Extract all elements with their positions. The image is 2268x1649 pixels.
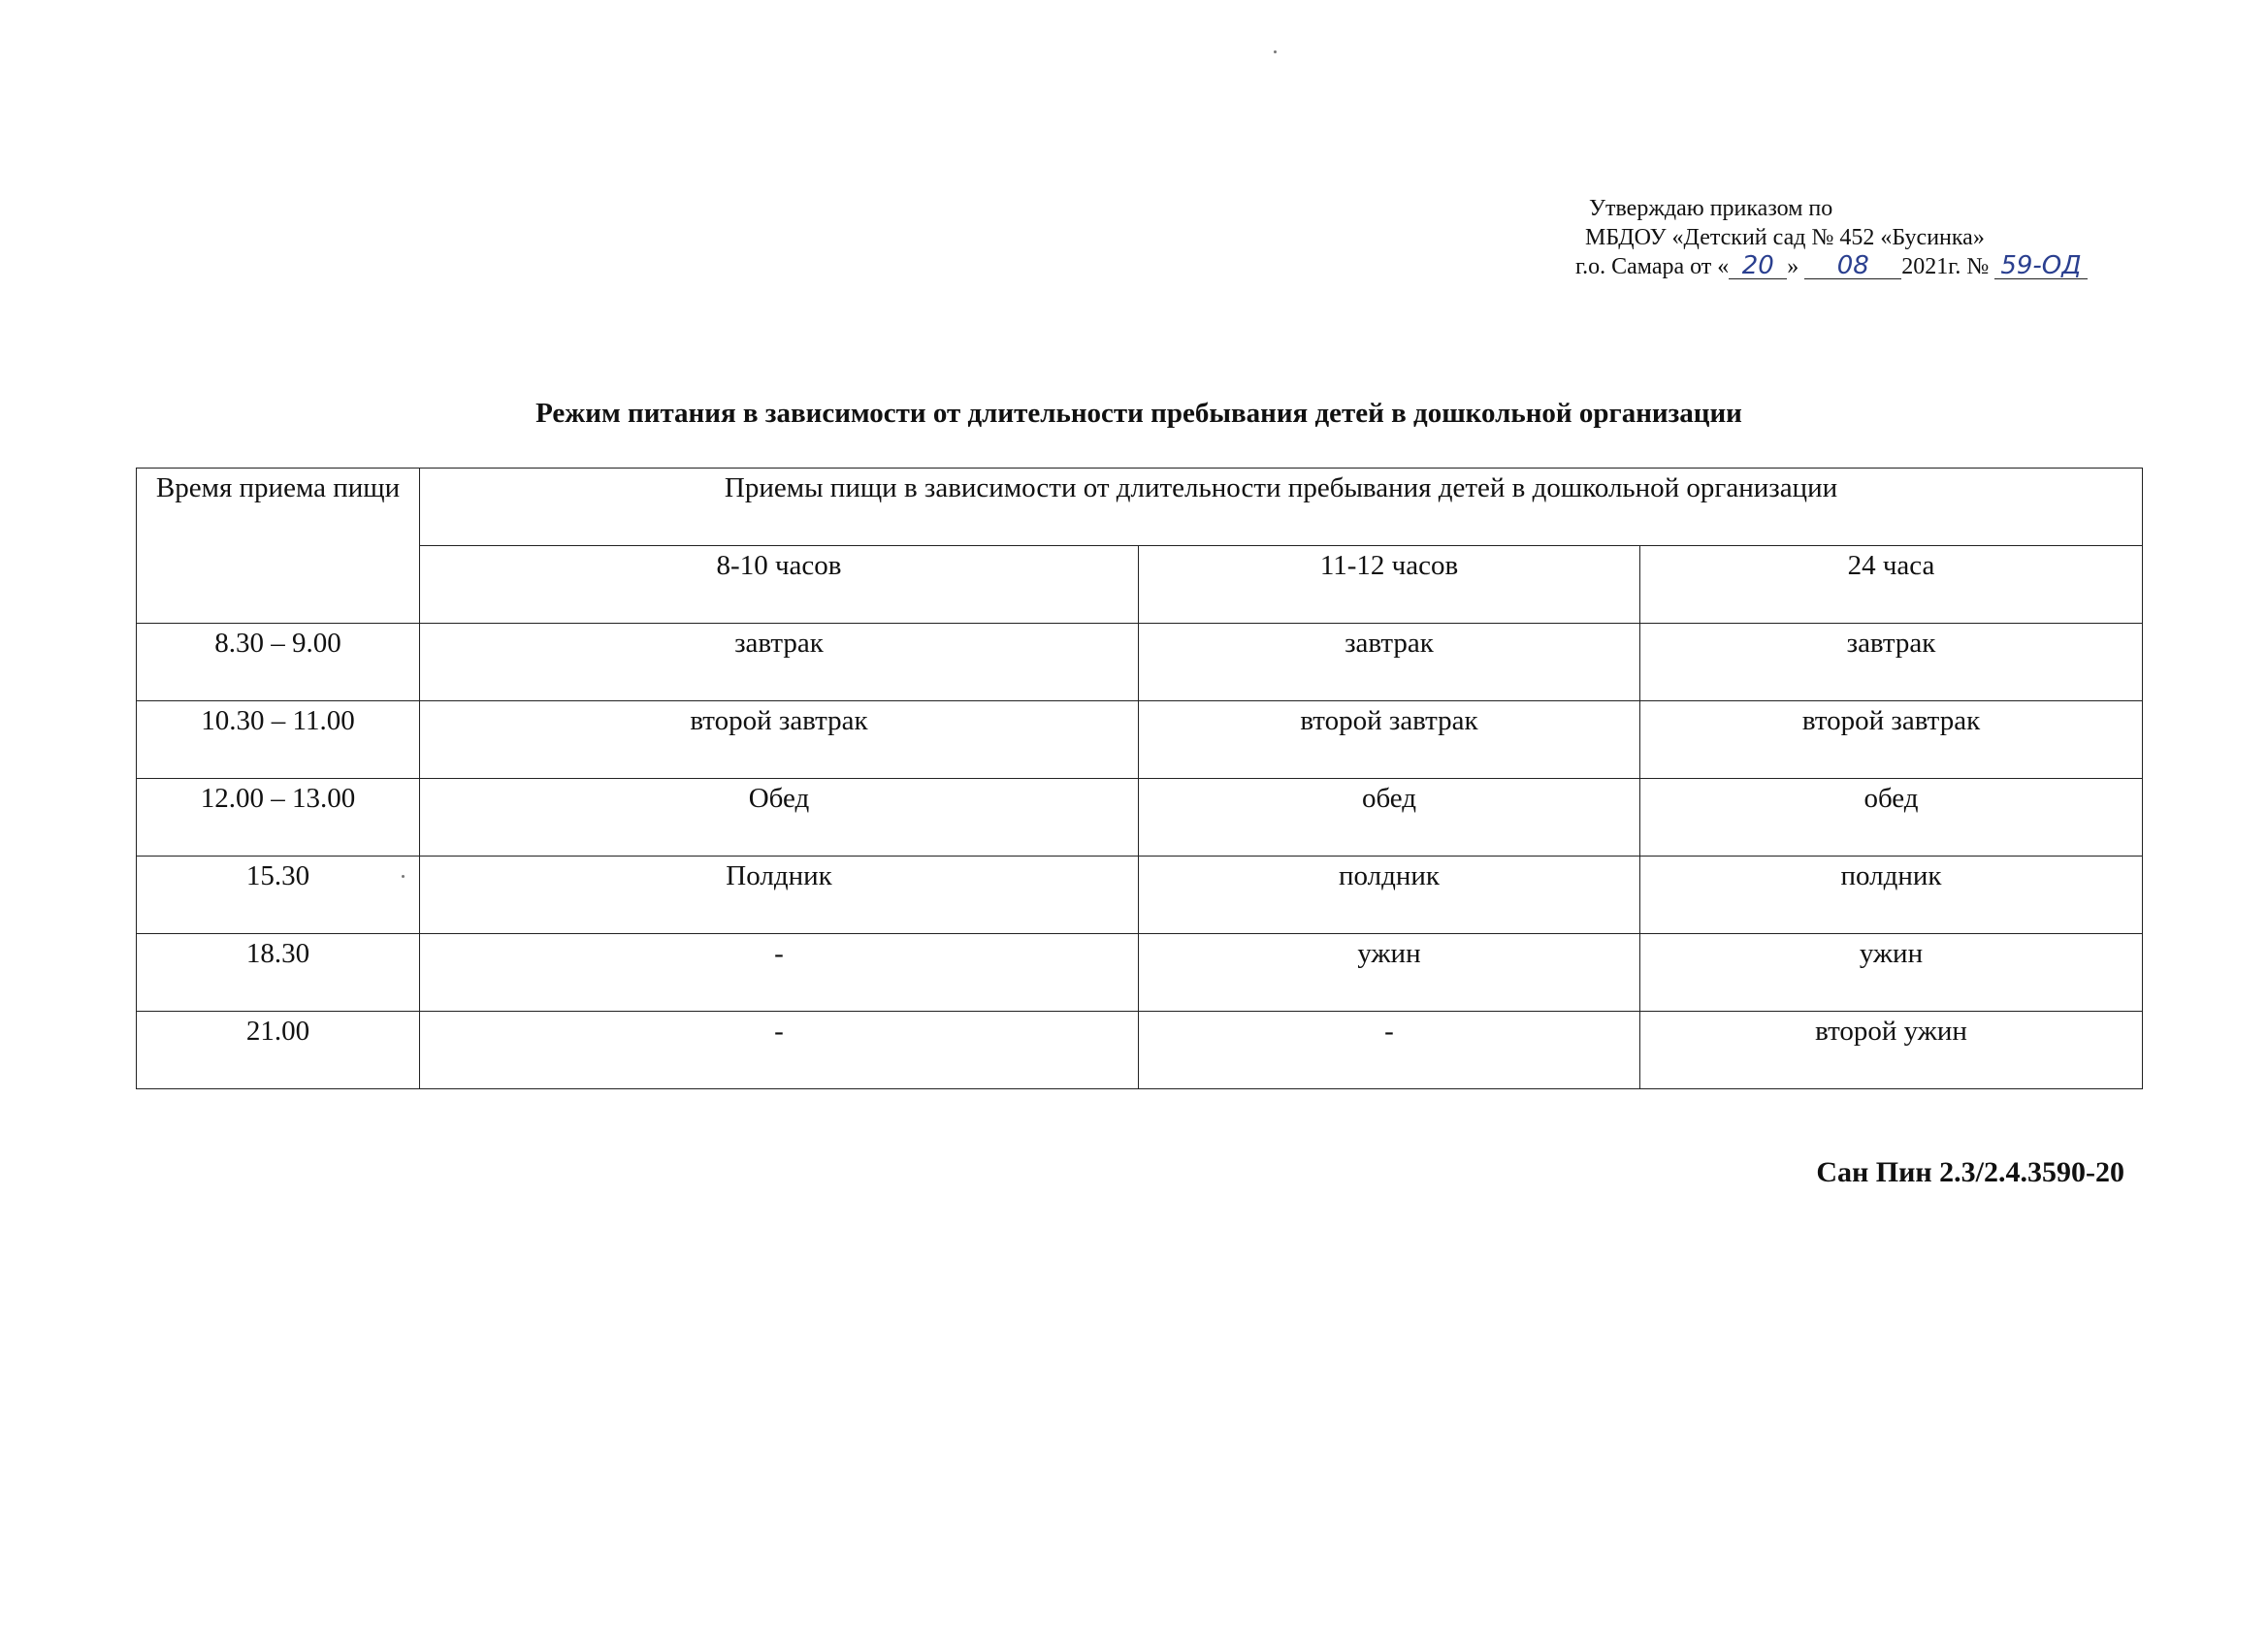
meal-cell: ужин (1640, 934, 2143, 1012)
time-cell: 8.30 – 9.00 (137, 624, 420, 701)
time-header-cell: Время приема пищи (137, 469, 420, 624)
meal-cell: полдник (1139, 857, 1640, 934)
duration-header-cell: 24 часа (1640, 546, 2143, 624)
meal-cell: - (1139, 1012, 1640, 1089)
meal-cell: второй завтрак (1139, 701, 1640, 779)
scan-speck (402, 875, 405, 878)
duration-header-cell: 8-10 часов (420, 546, 1139, 624)
table-row (137, 701, 2143, 779)
meal-cell: второй завтрак (1640, 701, 2143, 779)
meal-cell: завтрак (1640, 624, 2143, 701)
approval-line-3 (1571, 252, 2192, 281)
handwritten-day: 20 (1729, 253, 1787, 279)
table-row (137, 1012, 2143, 1089)
time-cell: 21.00 (137, 1012, 420, 1089)
meal-cell: - (420, 1012, 1139, 1089)
scan-speck (1274, 50, 1277, 53)
table-row (137, 779, 2143, 857)
time-cell: 12.00 – 13.00 (137, 779, 420, 857)
time-cell: 18.30 (137, 934, 420, 1012)
handwritten-month: 08 (1804, 253, 1901, 279)
meal-schedule-table (136, 468, 2143, 1089)
meal-cell: полдник (1640, 857, 2143, 934)
group-header-cell: Приемы пищи в зависимости от длительности пребывания детей в дошкольной организации (420, 469, 2143, 546)
time-cell: 10.30 – 11.00 (137, 701, 420, 779)
approval-line-2: МБДОУ «Детский сад № 452 «Бусинка» (1585, 225, 1985, 250)
duration-header-row (137, 546, 2143, 624)
meal-cell: Полдник (420, 857, 1139, 934)
meal-cell: обед (1640, 779, 2143, 857)
meal-cell: завтрак (420, 624, 1139, 701)
meal-cell: второй завтрак (420, 701, 1139, 779)
meal-cell: обед (1139, 779, 1640, 857)
time-cell: 15.30 (137, 857, 420, 934)
table-header-row (137, 469, 2143, 546)
approval-quote-close: » (1787, 254, 1805, 279)
approval-line-1: Утверждаю приказом по (1589, 196, 1833, 221)
sanitary-norm-reference: Сан Пин 2.3/2.4.3590-20 (1816, 1156, 2124, 1188)
handwritten-order-number: 59-ОД (1994, 253, 2088, 279)
meal-cell: завтрак (1139, 624, 1640, 701)
duration-header-cell: 11-12 часов (1139, 546, 1640, 624)
table-row (137, 934, 2143, 1012)
meal-cell: второй ужин (1640, 1012, 2143, 1089)
meal-cell: - (420, 934, 1139, 1012)
table-row (137, 624, 2143, 701)
meal-cell: Обед (420, 779, 1139, 857)
table-row (137, 857, 2143, 934)
approval-block (1571, 194, 2192, 281)
approval-prefix: г.о. Самара от « (1575, 254, 1730, 279)
approval-year: 2021г. № (1901, 254, 1995, 279)
document-title: Режим питания в зависимости от длительности пребывания детей в дошкольной организации (535, 398, 1742, 429)
meal-cell: ужин (1139, 934, 1640, 1012)
